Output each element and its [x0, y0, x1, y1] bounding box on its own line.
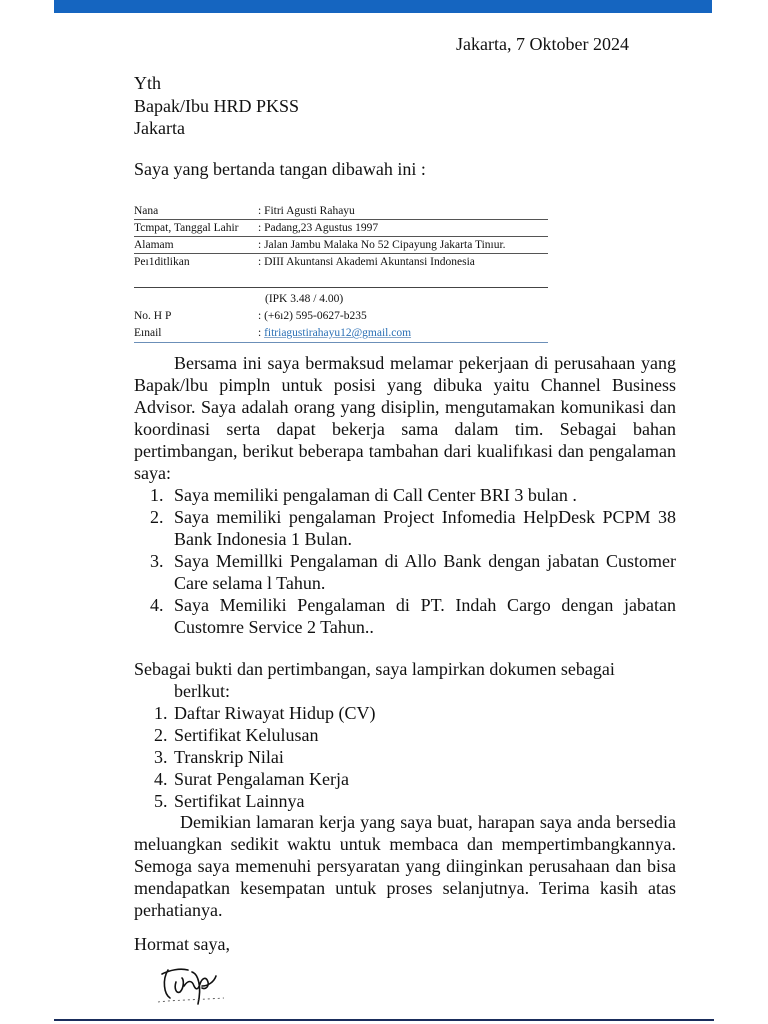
footer-rule: [54, 1019, 714, 1021]
info-row-ipk: [134, 291, 548, 308]
paragraph-closing: Demikian lamaran kerja yang saya buat, harapan saya anda bersedia meluangkan sedikit waktu untuk membaca dan mempertimbangkannya. Semoga saya memenuhi persyaratan yang diinginkan perusahaan dan bisa mendapatkan kesempatan untuk proses selanjutnya. Terima kasih atas perhatianya.: [134, 812, 676, 920]
info-row-address: [134, 237, 548, 254]
intro-line: Saya yang bertanda tangan dibawah ini :: [134, 159, 426, 179]
experience-text: Saya Memiliki Pengalaman di PT. Indah Cargo dengan jabatan Customre Service 2 Tahun..: [174, 595, 676, 637]
documents-list: [134, 702, 676, 812]
info-row-email: [134, 325, 548, 342]
birth-label: Tcmpat, Tanggal Lahir: [134, 222, 239, 234]
document-number: 1.: [154, 703, 168, 723]
document-item: [134, 790, 676, 812]
birth-value: : Padang,23 Agustus 1997: [258, 222, 379, 234]
experience-text: Saya memiliki pengalaman Project Infomedia HelpDesk PCPM 38 Bank Indonesia 1 Bulan.: [174, 507, 676, 549]
document-item: [134, 724, 676, 746]
recipient-salutation: Yth: [134, 73, 161, 93]
ipk-value: (IPK 3.48 / 4.00): [265, 293, 344, 305]
document-item: [134, 768, 676, 790]
info-row-birth: [134, 220, 548, 237]
experience-item: [134, 550, 676, 594]
document-text: Sertifikat Kelulusan: [174, 725, 319, 745]
document-item: [134, 746, 676, 768]
experience-item: [134, 594, 676, 638]
email-underline-rule: [134, 342, 548, 343]
recipient-city: Jakarta: [134, 118, 185, 138]
address-label: Alamam: [134, 239, 174, 251]
experience-text: Saya memiliki pengalaman di Call Center BRI 3 bulan .: [174, 485, 577, 505]
applicant-info-table: [134, 203, 548, 342]
attachments-line-cont: berlkut:: [174, 681, 230, 701]
recipient-name: Bapak/Ibu HRD PKSS: [134, 95, 300, 116]
document-text: Sertifikat Lainnya: [174, 791, 305, 811]
experience-item: [134, 484, 676, 506]
document-number: 5.: [154, 791, 168, 811]
address-value: : Jalan Jambu Malaka No 52 Cipayung Jakarta Tinıur.: [258, 239, 506, 251]
document-number: 3.: [154, 747, 168, 767]
document-number: 2.: [154, 725, 168, 745]
education-label: Peı1ditlikan: [134, 256, 190, 268]
phone-value: : (+6ı2) 595-0627-b235: [258, 310, 367, 322]
document-text: Transkrip Nilai: [174, 747, 284, 767]
info-row-education: [134, 254, 548, 277]
email-label: Eınail: [134, 327, 162, 339]
email-value-wrap: [258, 325, 411, 342]
experience-text: Saya Memillki Pengalaman di Allo Bank dengan jabatan Customer Care selama l Tahun.: [174, 551, 676, 593]
header-accent-bar: [54, 0, 712, 13]
signature-icon: [154, 956, 234, 1006]
experience-item: [134, 506, 676, 550]
document-text: Surat Pengalaman Kerja: [174, 769, 349, 789]
email-colon: :: [258, 327, 265, 339]
name-label: Nana: [134, 205, 159, 217]
info-row-phone: [134, 308, 548, 325]
experience-number: 1.: [150, 485, 164, 505]
email-link[interactable]: fitriagustirahayu12@gmail.com: [264, 327, 412, 339]
paragraph-intro: Bersama ini saya bermaksud melamar pekerjaan di perusahaan yang Bapak/lbu pimpln untuk posisi yang dibuka yaitu Channel Business Advisor. Saya adalah orang yang disiplin, mengutamakan komunikasi dan koordinasi serta dapat bekerja sama dalam tim. Sebagai bahan pertimbangan, berikut beberapa tambahan dari kualifıkasi dan pengalaman saya:: [134, 353, 676, 483]
name-value: : Fitri Agusti Rahayu: [258, 205, 355, 217]
experience-list: [134, 484, 676, 638]
experience-number: 4.: [150, 595, 164, 615]
recipient-block: [134, 72, 299, 140]
phone-label: No. H P: [134, 310, 172, 322]
document-text: Daftar Riwayat Hidup (CV): [174, 703, 376, 723]
experience-number: 2.: [150, 507, 164, 527]
attachments-line: Sebagai bukti dan pertimbangan, saya lampirkan dokumen sebagai: [134, 659, 615, 679]
education-value: : DIII Akuntansi Akademi Akuntansi Indonesia: [258, 256, 475, 268]
letter-date: Jakarta, 7 Oktober 2024: [456, 34, 629, 54]
info-row-name: [134, 203, 548, 220]
experience-number: 3.: [150, 551, 164, 571]
document-item: [134, 702, 676, 724]
info-separator: [134, 277, 548, 291]
paragraph-attachments: [134, 658, 676, 702]
closing-salutation: Hormat saya,: [134, 934, 230, 954]
document-number: 4.: [154, 769, 168, 789]
